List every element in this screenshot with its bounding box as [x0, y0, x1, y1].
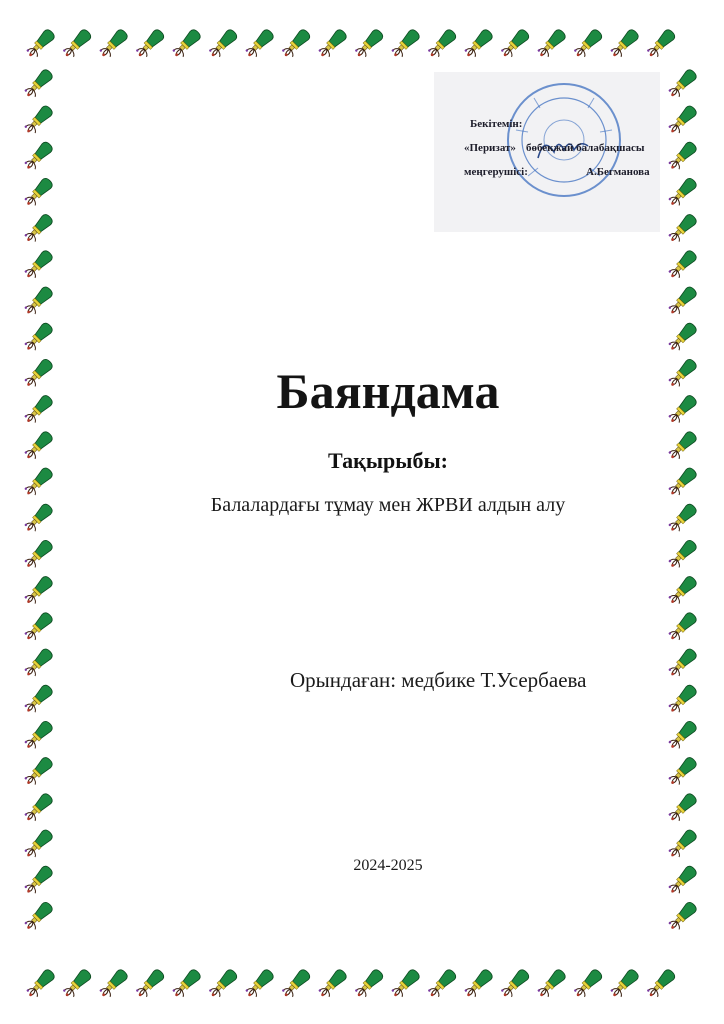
- bottle-ornament-icon: [572, 968, 604, 1000]
- bottle-ornament-icon: [244, 28, 276, 60]
- bottle-ornament-icon: [23, 792, 55, 824]
- bottle-ornament-icon: [317, 968, 349, 1000]
- bottle-ornament-icon: [23, 756, 55, 788]
- bottle-ornament-icon: [23, 249, 55, 281]
- bottle-ornament-icon: [23, 321, 55, 353]
- bottle-ornament-icon: [667, 792, 699, 824]
- bottle-ornament-icon: [390, 28, 422, 60]
- bottle-ornament-icon: [609, 968, 641, 1000]
- bottle-ornament-icon: [23, 828, 55, 860]
- bottle-ornament-icon: [23, 575, 55, 607]
- bottle-ornament-icon: [667, 285, 699, 317]
- bottle-ornament-icon: [667, 213, 699, 245]
- border-bottom-row: [25, 968, 678, 1000]
- bottle-ornament-icon: [244, 968, 276, 1000]
- bottle-ornament-icon: [667, 321, 699, 353]
- performer-line: Орындаған: медбике Т.Усербаева: [290, 668, 587, 692]
- bottle-ornament-icon: [134, 28, 166, 60]
- bottle-ornament-icon: [667, 249, 699, 281]
- approval-stamp-block: [434, 72, 660, 232]
- bottle-ornament-icon: [23, 900, 55, 932]
- bottle-ornament-icon: [536, 28, 568, 60]
- document-title: Баяндама: [276, 363, 500, 419]
- organization-seal-icon: [504, 80, 624, 200]
- bottle-ornament-icon: [317, 28, 349, 60]
- bottle-ornament-icon: [536, 968, 568, 1000]
- bottle-ornament-icon: [645, 968, 677, 1000]
- approval-heading: Бекітемін:: [470, 118, 523, 130]
- approval-name: А.Бегманова: [586, 166, 650, 178]
- bottle-ornament-icon: [463, 968, 495, 1000]
- bottle-ornament-icon: [23, 719, 55, 751]
- bottle-ornament-icon: [25, 968, 57, 1000]
- approval-organization-type: бөбекжай балабақшасы: [525, 142, 645, 154]
- bottle-ornament-icon: [572, 28, 604, 60]
- bottle-ornament-icon: [171, 28, 203, 60]
- academic-year: 2024-2025: [353, 857, 423, 874]
- bottle-ornament-icon: [667, 68, 699, 100]
- bottle-ornament-icon: [667, 104, 699, 136]
- bottle-ornament-icon: [23, 213, 55, 245]
- border-top-row: [25, 28, 678, 60]
- bottle-ornament-icon: [23, 647, 55, 679]
- bottle-ornament-icon: [609, 28, 641, 60]
- bottle-ornament-icon: [499, 28, 531, 60]
- bottle-ornament-icon: [61, 28, 93, 60]
- bottle-ornament-icon: [134, 968, 166, 1000]
- bottle-ornament-icon: [667, 611, 699, 643]
- bottle-ornament-icon: [23, 538, 55, 570]
- bottle-ornament-icon: [667, 538, 699, 570]
- bottle-ornament-icon: [207, 28, 239, 60]
- bottle-ornament-icon: [667, 828, 699, 860]
- bottle-ornament-icon: [353, 28, 385, 60]
- bottle-ornament-icon: [426, 28, 458, 60]
- bottle-ornament-icon: [667, 140, 699, 172]
- approval-organization-name: «Перизат»: [464, 142, 516, 154]
- bottle-ornament-icon: [61, 968, 93, 1000]
- bottle-ornament-icon: [667, 683, 699, 715]
- topic-text: Балалардағы тұмау мен ЖРВИ алдын алу: [210, 494, 566, 516]
- approval-signatory: [464, 166, 650, 178]
- bottle-ornament-icon: [23, 611, 55, 643]
- bottle-ornament-icon: [23, 683, 55, 715]
- bottle-ornament-icon: [280, 28, 312, 60]
- bottle-ornament-icon: [463, 28, 495, 60]
- approval-role: меңгерушісі:: [464, 166, 528, 178]
- bottle-ornament-icon: [23, 176, 55, 208]
- bottle-ornament-icon: [23, 68, 55, 100]
- bottle-ornament-icon: [667, 719, 699, 751]
- bottle-ornament-icon: [98, 28, 130, 60]
- bottle-ornament-icon: [23, 285, 55, 317]
- bottle-ornament-icon: [25, 28, 57, 60]
- bottle-ornament-icon: [390, 968, 422, 1000]
- topic-label: Тақырыбы:: [328, 448, 448, 473]
- bottle-ornament-icon: [667, 900, 699, 932]
- bottle-ornament-icon: [667, 756, 699, 788]
- bottle-ornament-icon: [667, 575, 699, 607]
- bottle-ornament-icon: [98, 968, 130, 1000]
- approval-organization: [464, 142, 644, 154]
- bottle-ornament-icon: [499, 968, 531, 1000]
- bottle-ornament-icon: [23, 140, 55, 172]
- bottle-ornament-icon: [280, 968, 312, 1000]
- bottle-ornament-icon: [207, 968, 239, 1000]
- bottle-ornament-icon: [426, 968, 458, 1000]
- bottle-ornament-icon: [23, 104, 55, 136]
- bottle-ornament-icon: [171, 968, 203, 1000]
- bottle-ornament-icon: [645, 28, 677, 60]
- bottle-ornament-icon: [353, 968, 385, 1000]
- bottle-ornament-icon: [667, 647, 699, 679]
- bottle-ornament-icon: [667, 176, 699, 208]
